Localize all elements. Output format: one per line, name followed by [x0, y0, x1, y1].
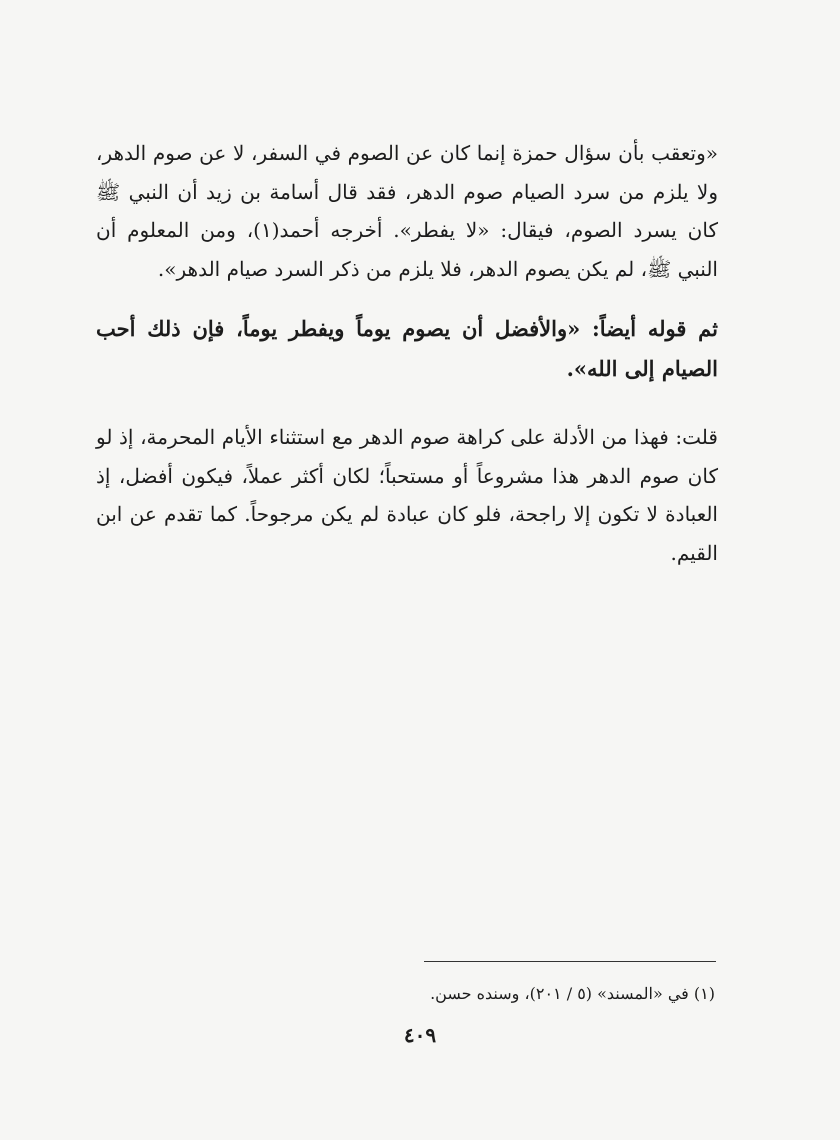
paragraph-commentary: قلت: فهذا من الأدلة على كراهة صوم الدهر مع استثناء الأيام المحرمة، إذ لو كان صوم الدهر هذا مشروعاً أو مستحباً؛ لكان أكثر عملاً، فيكون أفضل، إذ العبادة لا تكون إلا راجحة، فلو كان عبادة لم يكن مرجوحاً. كما تقدم عن ابن القيم.: [96, 425, 718, 565]
paragraph-quote: «وتعقب بأن سؤال حمزة إنما كان عن الصوم في السفر، لا عن صوم الدهر، ولا يلزم من سرد الصيام صوم الدهر، فقد قال أسامة بن زيد أن النبي ﷺ كان يسرد الصوم، فيقال: «لا يفطر». أخرجه أحمد(١)، ومن المعلوم أن النبي ﷺ، لم يكن يصوم الدهر، فلا يلزم من ذكر السرد صيام الدهر».: [96, 141, 718, 281]
page-number: ٤٠٩: [403, 1023, 437, 1047]
paragraph-bold-quote: ثم قوله أيضاً: «والأفضل أن يصوم يوماً ويفطر يوماً، فإن ذلك أحب الصيام إلى الله».: [96, 316, 718, 381]
footnote-divider: [424, 961, 716, 962]
footnote: (١) في «المسند» (٥ / ٢٠١)، وسنده حسن.: [430, 984, 715, 1003]
